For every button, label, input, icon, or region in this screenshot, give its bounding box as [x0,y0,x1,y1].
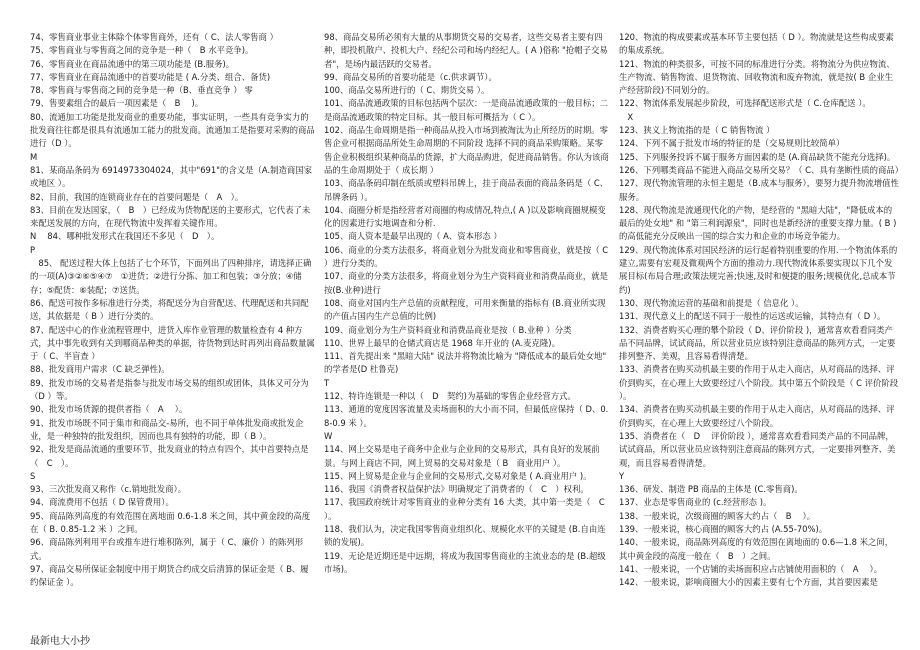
question-line: 90、批发市场货源的提供者指（ A ）。 [30,404,188,415]
page-footer: 最新电大小抄 [30,636,90,647]
question-line: 109、商业划分为生产资料商业和消费品商业是按（ B.业种 ）分类 [324,324,572,335]
question-line: 121、物流的种类很多，可按不同的标准进行分类。将物流分为供应物流、生产物流、销售物流、退货物流、回收物流和废弃物流，就是按( B 企业生产经营阶段)不同划分的。 [619,58,895,96]
question-line: 82、目前，我国的连锁商业存在的首要问题是（ A ）。 [30,191,244,202]
question-line: 131、现代意义上的配送不同于一般性的运送或运输，其特点有（ D ）。 [619,311,886,322]
question-line: 120、物流的构成要素或基本环节主要包括（ D ）。物流就是这些构成要素的集成系统。 [619,32,894,56]
question-line: 74、零售商业事业主体除个体零售商外，还有（ C、法人零售商 ） [30,32,278,42]
question-line: 99、商品交易所的首要功能是（c.供求调节）。 [324,71,497,82]
question-line: 100、商品交易所进行的（ C、期货交易 ）。 [324,85,490,96]
question-line: 95、商品陈列高度的有效范围在离地面 0.6-1.8 米之间，其中黄金段的高度在（ B. 0.85-1.2 米 ）之间。 [30,510,311,534]
question-line: 78、零售商与零售商之间的竞争是一种（B、垂直竞争 ） 零 [30,85,253,96]
question-line: 123、狭义上物流指的是（ C 销售物流 ） [619,125,775,136]
question-line: 105、商人资本是最早出现的（ A、资本形态 ） [324,231,502,242]
question-line: 128、现代物流是流通现代化的产物，是经营的 "黑暗大陆"，"降低成本的最后的处女地" 和 "第三利润源泉"，同时也是新经济的重要支撑力量。( B )的高低能充分反映出一国的综合实力和企业的市场竞争能力。 [619,204,897,242]
question-line: 110、世界上最早的仓储式商店是 1968 年开业的 (A.麦克隆)。 [324,337,560,348]
question-line: T [324,377,330,388]
question-line: S [30,470,36,481]
question-line: 97、商品交易所保证金制度中用于期货合约成交后清算的保证金是（ B、履约保证金 ）。 [30,563,309,588]
question-line: M [30,151,38,162]
question-line: 139、一般来说，核心商圈的顾客大约占 (A.55-70%)。 [619,523,828,534]
question-line: X [619,111,634,122]
question-line: 134、消费者在购买动机最主要的作用于从走入商店，从对商品的选择、评价到购买，在心理上大致要经过八个阶段。 [619,404,895,428]
question-line: 94、商流费用不包括（ D 保管费用）。 [30,497,174,508]
question-line: 96、商品陈列利用平台或推车进行堆积陈列，属于（ C、廉价 ）的陈列形式。 [30,537,304,561]
question-line: 87、配送中心的作业流程管理中，进货入库作业管理的数量检查有 4 种方式，其中事先收到有关到哪商品种类的单据，待货物到达时再列出商品数量属于（ C、半盲查 ） [30,324,315,362]
question-line: 98、商品交易所必须有大量的从事期货交易的交易者，这些交易者主要有四种，即投机散户、投机大户、经纪公司和场内经纪人。( A )俗称 "抢帽子交易者"，是场内最活跃的交易者。 [324,32,608,69]
question-line: 130、现代物流运营的基础和前提是（ 信息化 ）。 [619,297,804,308]
question-line: 127、现代物流管理的永恒主题是（B.成本与服务），要努力提升物流增值性服务。 [619,178,899,202]
question-line: 122、物流体系发展起步阶段，可选择配送形式是（ C.仓库配送 ）。 [619,98,871,109]
question-line: 106、商业的分类方法很多，将商业划分为批发商业和零售商业，就是按（ C ）进行分类的。 [324,244,609,269]
question-line: 113、通道的宽度因客流量及卖场面积的大小而不同，但最低应保持（ D、0.8-0.9 米 ）。 [324,404,609,428]
question-line: W [324,430,333,441]
text-column-1 [30,31,315,589]
question-line: 114、网上交易是电子商务中企业与企业间的交易形式，具有良好的发展前景。与网上商店不同，网上贸易的交易对象是（ B 商业用户 ）。 [324,444,600,468]
question-line: 81、某商品条码为 6914973304024，其中"691"的含义是（A.制造商国家或地区 ）。 [30,164,313,189]
question-line: 107、商业的分类方法很多，将商业划分为生产资料商业和消费品商业，就是按(B.业种)进行 [324,271,608,295]
question-line: 92、批发是商品流通的重要环节，批发商业的特点有四个，其中首要特点是（ C ）。 [30,444,309,468]
question-line: 125、下列服务投诉不属于服务方面因素的是 (A.商品缺货不能充分选择)。 [619,151,896,162]
question-line: 137、业态是零售商业的 (c.经营形态 )。 [619,497,772,508]
question-line: 135、消费者在（ D 评价阶段 ），通常喜欢看看同类产品的不同品牌，试试商品，所以营业员应该特别注意商品的陈列方式，一定要排列整齐、美观，而且容易看得清楚。 [619,430,896,468]
question-line: 136、研发、制造 PB 商品的主体是 (C.零售商)。 [619,484,803,495]
question-line: 141、一般来说，一个店铺的卖场面积应占店铺使用面积的（ A ）。 [619,563,883,574]
question-line: 89、批发市场的交易者是指参与批发市场交易的组织或团体，具体又可分为（D ）等。 [30,377,309,402]
text-column-3 [619,31,904,589]
question-line: P [30,244,36,255]
question-line: 119、无论是近期还是中远期，将成为我国零售商业的主流业态的是 (B.超级市场)。 [324,550,606,574]
question-line: 124、下列不属于批发市场的特征的是（交易规则比较简单） [619,138,845,149]
question-line: 102、商品生命周期是指一种商品从投入市场到被淘汰为止所经历的时期。零售企业可根据商品所处生命周期的不同阶段 选择不同的商品采购策略。某零售企业积极组织某种商品的货源，扩大商品购进，促进商品销售。你认为该商品的生命周期处于（ 成长期 ） [324,125,609,175]
question-line: 80、流通加工功能是批发商业的重要功能，事实证明，一些具有竞争实力的批发商往往都是很具有流通加工能力的批发商。流通加工是指要对采购的商品进行（D ）。 [30,111,315,149]
question-line: N 84、哪种批发形式在我国还不多见（ D ）。 [30,231,220,242]
question-line: 116、我国《消费者权益保护法》明确规定了消费者的（ C ）权利。 [324,484,589,495]
question-line: 76、零售商业在商品流通中的第三项功能是 (B.服务)。 [30,58,235,69]
question-line: 101、商品流通政策的目标包括两个层次：一是商品流通政策的一般目标；二是商品流通政策的特定目标。其一般目标可概括为（ C ）。 [324,98,608,122]
question-line: 77、零售商业在商品流通中的首要功能是 ( A.分类、组合、备货) [30,71,271,82]
question-line: 115、网上贸易是企业与企业间的交易形式,交易对象是 ( A.商业用户 )。 [324,470,592,481]
question-line: 108、商业对国内生产总值的贡献程度，可用来衡量的指标有 (B.商业所实现的产值占国内生产总值的比例) [324,297,606,322]
question-line: 93、三次批发商又称作（c.销地批发商）。 [30,484,187,495]
question-line: 85、 配送过程大体上包括了七个环节，下面列出了四种排序，请选择正确的一项(A)③②⑥⑤④⑦ ①进货；②进行分拣、加工和包装；③分放；④储存；⑤配货：⑥装配；⑦送货。 [30,258,312,295]
question-line: 86、配送可按作多标准进行分类，将配送分为自营配送、代理配送和共同配送，其依据是（ B ）进行分类的。 [30,297,309,322]
question-line: 88、批发商用户需求（C 缺乏弹性)。 [30,364,170,375]
question-line: 133、消费者在购买动机最主要的作用于从走入商店，从对商品的选择、评价到购买，在心理上大致要经过八个阶段。其中第五个阶段是（ C 评价阶段 ）。 [619,364,899,402]
question-line: 140、一般来说，商品陈列高度的有效范围在离地面的 0.6—1.8 米之间，其中黄金段的高度一般在（ B ）之间。 [619,537,894,561]
question-line: 103、商品条码印制在纸质或塑料吊牌上，挂于商品表面的商品条码是（ C、吊牌条码 ）。 [324,178,609,202]
question-line: 111、首先提出来 "黑暗大陆" 说法并将物流比喻为 "降低成本的最后处女地" 的学者是(D 杜鲁克) [324,351,607,375]
question-line: 132、消费者购买心理的攀个阶段（ D、评价阶段 )，通常喜欢看看同类产品不同品牌，试试商品，所以营业员应该特别注意商品的陈列方式，一定要排列整齐、美观，且容易看得清楚。 [619,324,896,362]
question-line: 91、批发市场既不同于集市和商品交-易所，也不同于单体批发商或批发企业，是一种独特的批发组织，因而也具有独特的功能，即（ B ）。 [30,417,304,441]
question-line: 75、零售商业与零售商之间的竞争是一种（ B 水平竞争)。 [30,45,254,56]
question-line: 83、目前在发达国家，（ B ）已经成为货物配送的主要形式，它代表了未来配送发展的方向，在现代物流中发挥着关键作用。 [30,204,311,229]
question-line: Y [619,470,625,481]
question-line: 117、我国政府统计对零售商业的业种分类有 16 大类，其中第一类是（ C ）。 [324,497,614,521]
question-line: 79、售要素组合的最后一项因素是（ B )。 [30,98,204,109]
question-line: 112、特许连锁是一种以（ D 契约)为基础的零售企业经营方式。 [324,391,576,402]
question-line: 138、一般来说，次级商圈的顾客大约占（ B ）。 [619,510,816,521]
question-line: 129、现代物流体系对国民经济的运行起着特别重要的作用.一个物流体系的建立,需要有宏观及微观两个方面的推动力.现代物流体系要实现以下几个发展目标(布局合理;政策法规完善;快速,及时和便捷的服务;规模优化,总成本节约) [619,244,898,295]
question-line: 142、一般来说，影响商圈大小的因素主要有七个方面，其首要因素是 [619,577,878,588]
question-line: 126、下列哪类商品不能进入商品交易所交易？（ C、具有垄断性质的商品） [619,164,904,175]
text-column-2 [324,31,614,576]
question-line: 118、我们认为，决定我国零售商业组织化、规模化水平的关键是 (B.自由连锁的发展)。 [324,523,606,548]
question-line: 104、商圈分析是指经营者对商圈的构成情况,特点,( A )以及影响商圈规模变化的因素进行实地调查和分析. [324,204,606,229]
